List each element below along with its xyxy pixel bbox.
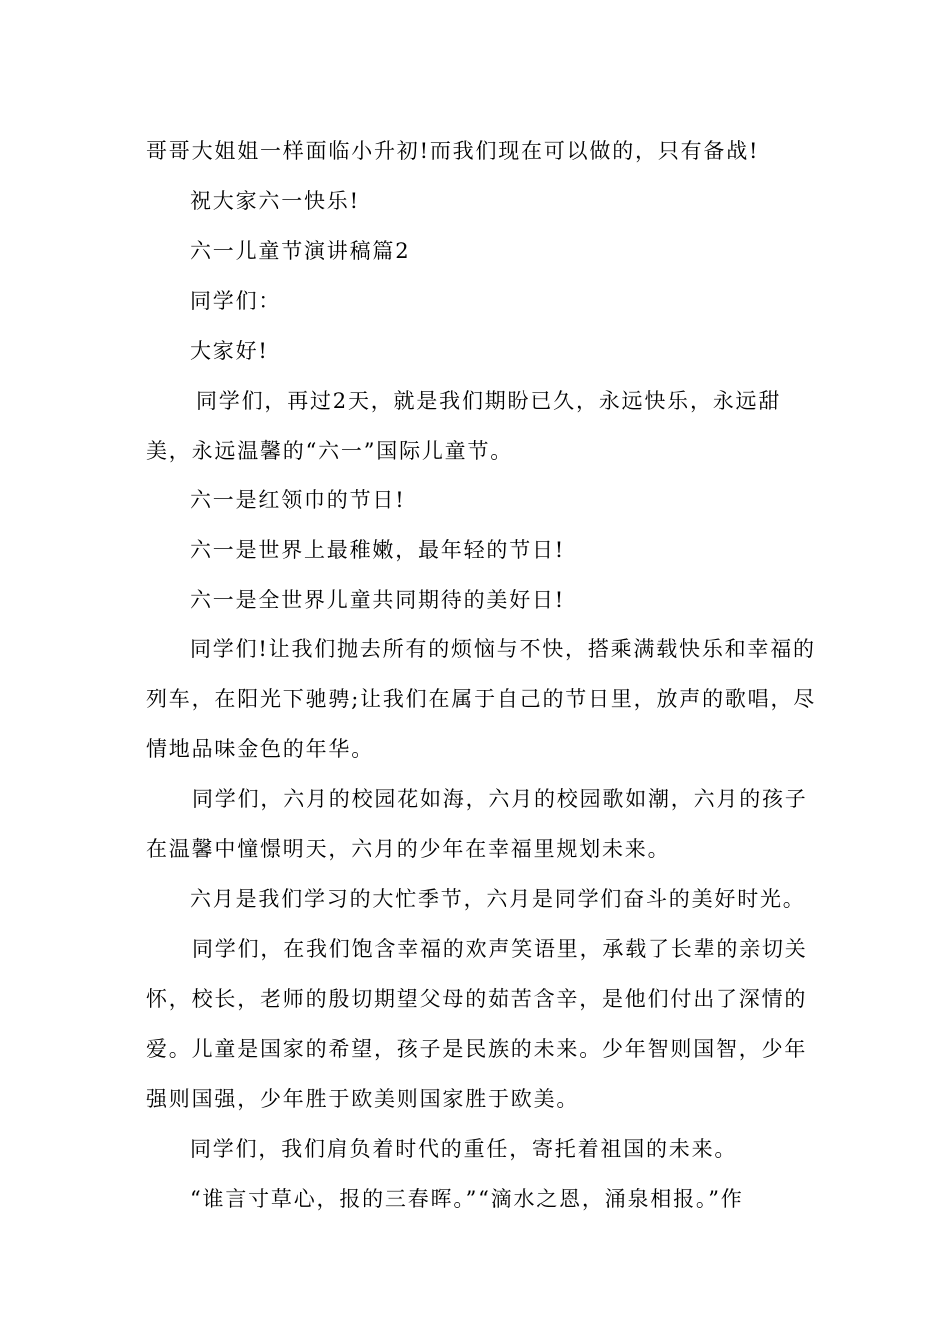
text-line: 列车，在阳光下驰骋;让我们在属于自己的节日里，放声的歌唱，尽 [146,687,817,711]
text-line: “谁言寸草心，报的三春晖。”“滴水之恩，涌泉相报。”作 [190,1187,744,1211]
text-line: 六月是我们学习的大忙季节，六月是同学们奋斗的美好时光。 [190,887,806,911]
section-heading: 六一儿童节演讲稿篇2 [190,239,411,263]
text-line: 祝大家六一快乐! [190,189,360,213]
text-line: 怀，校长，老师的殷切期望父母的茹苦含辛，是他们付出了深情的 [146,987,808,1011]
text-line: 六一是红领巾的节日! [190,488,406,512]
text-line: 六一是世界上最稚嫩，最年轻的节日! [190,538,566,562]
text-line: 六一是全世界儿童共同期待的美好日! [190,588,566,612]
text-line: 同学们，我们肩负着时代的重任，寄托着祖国的未来。 [190,1137,738,1161]
text-line: 同学们!让我们抛去所有的烦恼与不快，搭乘满载快乐和幸福的 [190,637,816,661]
text-line: 同学们，再过2天，就是我们期盼已久，永远快乐，永远甜 [196,389,782,413]
text-line: 同学们： [190,289,282,313]
text-line: 强则国强，少年胜于欧美则国家胜于欧美。 [146,1087,580,1111]
text-line: 哥哥大姐姐一样面临小升初!而我们现在可以做的，只有备战! [146,139,760,163]
text-line: 同学们，六月的校园花如海，六月的校园歌如潮，六月的孩子 [192,787,808,811]
text-line: 在温馨中憧憬明天，六月的少年在幸福里规划未来。 [146,837,671,861]
text-line: 情地品味金色的年华。 [146,737,374,761]
text-line: 爱。儿童是国家的希望，孩子是民族的未来。少年智则国智，少年 [146,1037,808,1061]
text-line: 大家好! [190,339,269,363]
text-line: 同学们，在我们饱含幸福的欢声笑语里，承载了长辈的亲切关 [192,937,808,961]
text-line: 美，永远温馨的“六一”国际儿童节。 [146,439,514,463]
